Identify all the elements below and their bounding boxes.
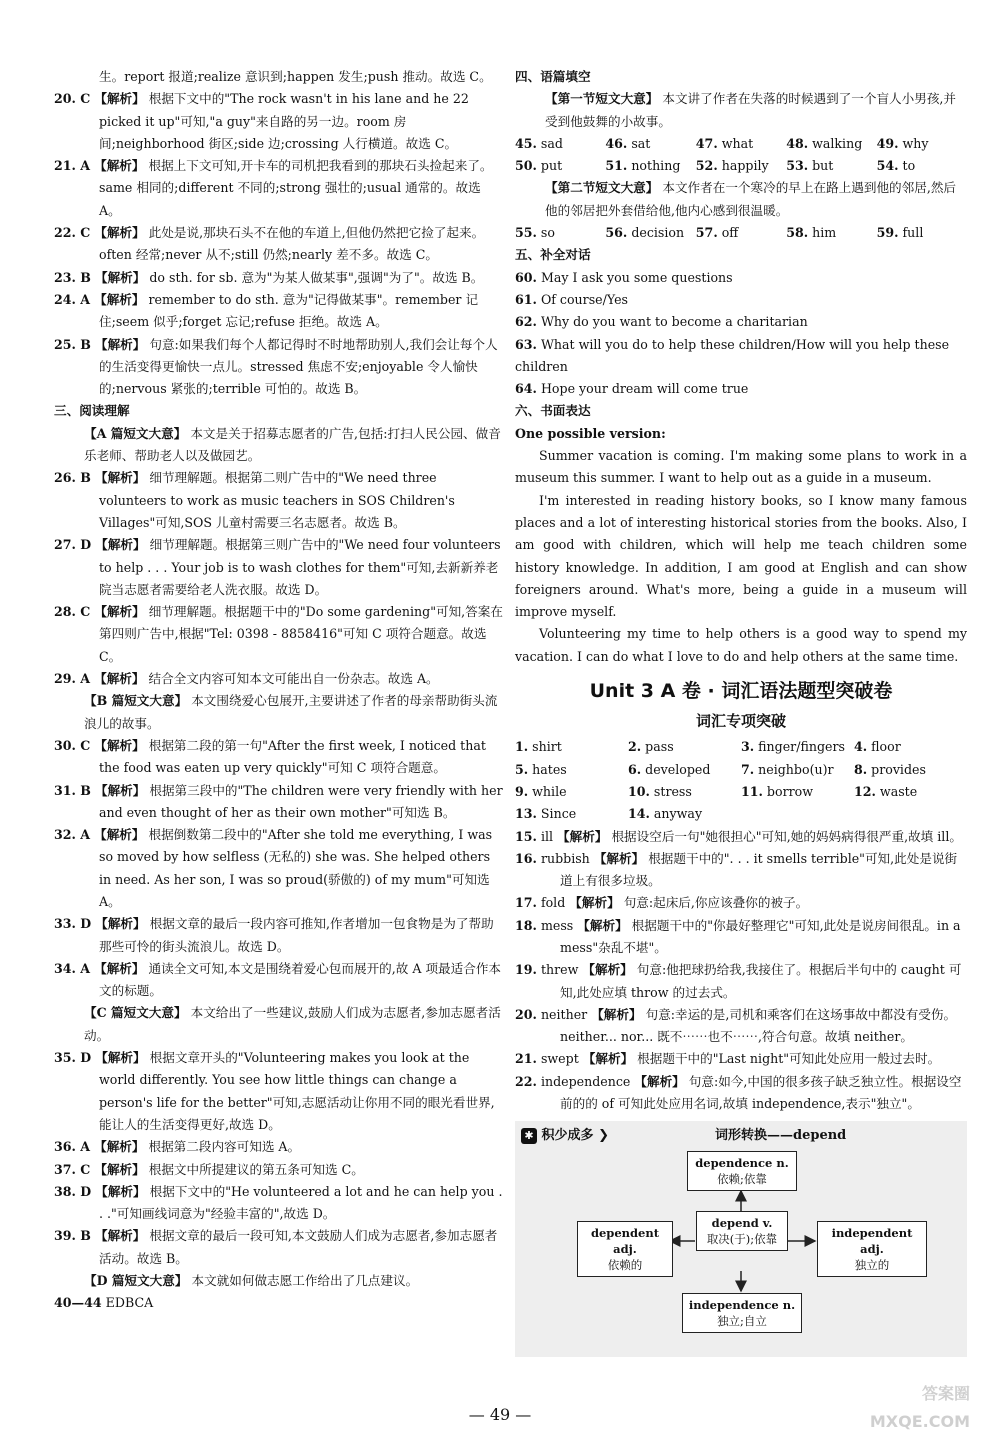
diagram-box-center: depend v. 取决(于);依靠 <box>696 1211 788 1251</box>
essay-heading: One possible version: <box>515 425 666 441</box>
answer-cell: 48. walking <box>786 135 863 151</box>
answer-item: 24. A 【解析】 remember to do sth. 意为"记得做某事"。remember 记住;seem 似乎;forget 忘记;refuse 拒绝。故选 A。 <box>54 291 479 330</box>
answer-cell: 6. developed <box>628 761 711 777</box>
arrow-icon: ❯ <box>598 1128 609 1144</box>
answer-item: 30. C 【解析】 根据第二段的第一句"After the first week, I noticed that the food was eaten up very quickly"可知 C 项符合题意。 <box>54 737 486 776</box>
passage-summary: 【A 篇短文大意】 本文是关于招募志愿者的广告,包括:打扫人民公园、做音乐老师、帮助老人以及做园艺。 <box>84 425 501 464</box>
answer-item: 28. C 【解析】 细节理解题。根据题干中的"Do some gardening"可知,答案在第四则广告中,根据"Tel: 0398 - 8858416"可知 C 项符合题意。故选 C。 <box>54 604 503 664</box>
vocab-item: 22. independence 【解析】 句意:如今,中国的很多孩子缺乏独立性。根据设空前的的 of 可知此处应用名词,故填 independence,表示"独立"。 <box>515 1073 962 1112</box>
diagram-title: 词形转换——depend <box>715 1128 847 1144</box>
answer-continuation: 生。report 报道;realize 意识到;happen 发生;push 推动。故选 C。 <box>99 69 492 84</box>
answer-cell: 13. Since <box>515 806 577 822</box>
vocab-grid <box>515 736 967 825</box>
answer-item: 35. D 【解析】 根据文章开头的"Volunteering makes you look at the world differently. You see how little things can change a person's life for the better"可知,志愿活动让你用不同的眼光看世界,能让人的生活变得更好,故选 D。 <box>54 1050 495 1132</box>
essay-paragraph: Summer vacation is coming. I'm making some plans to work in a museum this summer. I want to help out as a guide in a museum. <box>515 448 967 486</box>
answer-cell: 5. hates <box>515 761 567 777</box>
passage-summary: 【D 篇短文大意】 本文就如何做志愿工作给出了几点建议。 <box>84 1273 419 1289</box>
answer-item: 25. B 【解析】 句意:如果我们每个人都记得时不时地帮助别人,我们会让每个人的生活变得更愉快一点儿。stressed 焦虑不安;enjoyable 令人愉快的;nervous 紧张的;terrible 可怕的。故选 B。 <box>54 336 498 397</box>
unit-title: Unit 3 A 卷 · 词汇语法题型突破卷 <box>589 680 893 703</box>
answer-cell: 10. stress <box>628 783 692 799</box>
diagram-box-bottom: independence n. 独立;自立 <box>682 1293 802 1333</box>
unit-subtitle: 词汇专项突破 <box>695 712 786 731</box>
answer-item: 29. A 【解析】 结合全文内容可知本文可能出自一份杂志。故选 A。 <box>54 671 439 687</box>
answer-item: 37. C 【解析】 根据文中所提建议的第五条可知选 C。 <box>54 1161 364 1177</box>
section-heading: 六、书面表达 <box>515 403 591 419</box>
dialog-answers <box>515 267 967 401</box>
answer-item: 23. B 【解析】 do sth. for sb. 意为"为某人做某事",强调"为了"。故选 B。 <box>54 269 484 285</box>
answer-cell: 51. nothing <box>605 158 681 174</box>
answer-cell: 55. so <box>515 225 555 241</box>
answer-cell: 57. off <box>695 225 739 241</box>
section-heading: 四、语篇填空 <box>515 69 591 84</box>
answer-cell: 45. sad <box>515 135 563 151</box>
diagram-box-top: dependence n. 依赖;依靠 <box>687 1151 797 1191</box>
vocab-item: 17. fold 【解析】 句意:起床后,你应该叠你的被子。 <box>515 895 809 911</box>
answer-item: 36. A 【解析】 根据第二段内容可知选 A。 <box>54 1139 301 1155</box>
answer-item: 38. D 【解析】 根据下文中的"He volunteered a lot and he can help you . . ."可知画线词意为"经验丰富的",故选 D。 <box>54 1183 503 1222</box>
right-column <box>515 66 967 1357</box>
answer-cell: 49. why <box>876 135 929 151</box>
answer-item: 26. B 【解析】 细节理解题。根据第二则广告中的"We need three volunteers to work as music teachers in SOS Children's Villages"可知,SOS 儿童村需要三名志愿者。故选 B。 <box>54 470 455 530</box>
answer-cell: 14. anyway <box>628 806 703 822</box>
dialog-answer: 61. Of course/Yes <box>515 291 628 307</box>
answer-cell: 8. provides <box>854 761 926 777</box>
answer-grid <box>515 133 967 178</box>
watermark-logo: 答案圈 MXQE.COM <box>869 1384 970 1431</box>
essay-paragraph: I'm interested in reading history books, so I know many famous places and a lot of interesting historical stories from the books. Also, I am good with children, which will help me teach children some history knowledge. In addition, I am good at English and can show foreigners around. What's more, being a guide in a museum will improve myself. <box>515 492 967 620</box>
passage-summary: 【C 篇短文大意】 本文给出了一些建议,鼓励人们成为志愿者,参加志愿者活动。 <box>84 1005 501 1043</box>
vocab-item: 15. ill 【解析】 根据设空后一句"她很担心"可知,她的妈妈病得很严重,故填 ill。 <box>515 828 962 844</box>
answer-item: 27. D 【解析】 细节理解题。根据第三则广告中的"We need four volunteers to help . . . Your job is to wash clothes for them"可知,去新新养老院当志愿者需要给老人洗衣服。故选 D。 <box>54 537 501 597</box>
word-form-diagram <box>515 1121 967 1357</box>
vocab-item: 16. rubbish 【解析】 根据题干中的". . . it smells terrible"可知,此处是说街道上有很多垃圾。 <box>515 850 958 889</box>
answer-cell: 53. but <box>786 158 834 174</box>
answer-item: 21. A 【解析】 根据上下文可知,开卡车的司机把我看到的那块石头捡起来了。same 相同的;different 不同的;strong 强壮的;usual 通常的。故选 A。 <box>54 158 493 218</box>
answer-cell: 9. while <box>515 783 567 799</box>
answer-item: 39. B 【解析】 根据文章的最后一段可知,本文鼓励人们成为志愿者,参加志愿者活动。故选 B。 <box>54 1228 498 1266</box>
answer-cell: 59. full <box>876 225 924 241</box>
diagram-banner: ✱ 积少成多 ❯ <box>521 1125 609 1147</box>
essay-paragraph: Volunteering my time to help others is a good way to spend my vacation. I can do what I love to do and help others at the same time. <box>515 626 967 664</box>
diagram-box-right: independent adj. 独立的 <box>817 1221 927 1277</box>
answer-grid <box>515 222 967 244</box>
answer-cell: 50. put <box>515 158 563 174</box>
answer-item: 20. C 【解析】 根据下文中的"The rock wasn't in his lane and he 22 picked it up"可知,"a guy"来自路的另一边。room 房间;neighborhood 街区;side 边;crossing 人行横道。故选 C。 <box>54 91 469 151</box>
vocab-item: 21. swept 【解析】 根据题干中的"Last night"可知此处应用一般过去时。 <box>515 1051 941 1067</box>
vocab-item: 19. threw 【解析】 句意:他把球扔给我,我接住了。根据后半句中的 caught 可知,此处应填 throw 的过去式。 <box>515 962 962 1000</box>
essay <box>515 445 967 668</box>
section-heading: 五、补全对话 <box>515 247 591 263</box>
passage-summary: 【B 篇短文大意】 本文围绕爱心包展开,主要讲述了作者的母亲帮助街头流浪儿的故事。 <box>84 693 498 731</box>
answer-cell: 12. waste <box>854 783 918 799</box>
dialog-answer: 60. May I ask you some questions <box>515 269 733 285</box>
dialog-answer: 64. Hope your dream will come true <box>515 381 749 397</box>
page-number: — 49 — <box>468 1405 532 1424</box>
answer-cell: 4. floor <box>854 739 901 755</box>
vocab-item: 18. mess 【解析】 根据题干中的"你最好整理它"可知,此处是说房间很乱。in a mess"杂乱不堪"。 <box>515 917 961 955</box>
answer-item: 33. D 【解析】 根据文章的最后一段内容可推知,作者增加一包食物是为了帮助那些可怜的街头流浪儿。故选 D。 <box>54 916 494 954</box>
left-column <box>54 66 506 1315</box>
passage-summary: 【第二节短文大意】 本文作者在一个寒冷的早上在路上遇到他的邻居,然后他的邻居把外套借给他,他内心感到很温暖。 <box>545 180 957 218</box>
answer-cell: 1. shirt <box>515 739 562 755</box>
answer-item: 34. A 【解析】 通读全文可知,本文是围绕着爱心包而展开的,故 A 项最适合作本文的标题。 <box>54 960 502 999</box>
answer-cell: 46. sat <box>605 135 651 151</box>
answer-cell: 2. pass <box>628 739 674 755</box>
answer-cell: 7. neighbo(u)r <box>741 761 834 777</box>
answer-cell: 47. what <box>695 135 754 151</box>
vocab-items <box>515 826 967 1116</box>
diagram-box-left: dependent adj. 依赖的 <box>577 1221 673 1277</box>
dialog-answer: 63. What will you do to help these children/How will you help these children <box>515 336 950 374</box>
passage-summary: 【第一节短文大意】 本文讲了作者在失落的时候遇到了一个盲人小男孩,并受到他鼓舞的小故事。 <box>545 91 957 129</box>
answer-cell: 52. happily <box>695 158 769 174</box>
answer-item: 31. B 【解析】 根据第三段中的"The children were very friendly with her and even thought of her as their own mother"可知选 B。 <box>54 782 503 820</box>
answer-item: 22. C 【解析】 此处是说,那块石头不在他的车道上,但他仍然把它捡了起来。often 经常;never 从不;still 仍然;nearly 差不多。故选 C。 <box>54 225 485 263</box>
vocab-item: 20. neither 【解析】 句意:幸运的是,司机和乘客们在这场事故中都没有受伤。neither... nor... 既不⋯⋯也不⋯⋯,符合句意。故填 neither。 <box>515 1006 957 1045</box>
answer-cell: 54. to <box>876 158 916 174</box>
answer-cell: 58. him <box>786 225 837 241</box>
answer-cell: 11. borrow <box>741 783 813 799</box>
dialog-answer: 62. Why do you want to become a charitarian <box>515 314 808 330</box>
section-heading: 三、阅读理解 <box>54 403 130 419</box>
answer-cell: 3. finger/fingers <box>741 739 845 755</box>
lightbulb-icon: ✱ <box>521 1128 537 1144</box>
answer-item: 40—44 EDBCA <box>54 1295 154 1311</box>
answer-item: 32. A 【解析】 根据倒数第二段中的"After she told me everything, I was so moved by how selfless (无私的) she was. She helped others in need. As her son, I was so proud(骄傲的) of my mum"可知选 A。 <box>54 827 493 909</box>
answer-cell: 56. decision <box>605 225 685 241</box>
